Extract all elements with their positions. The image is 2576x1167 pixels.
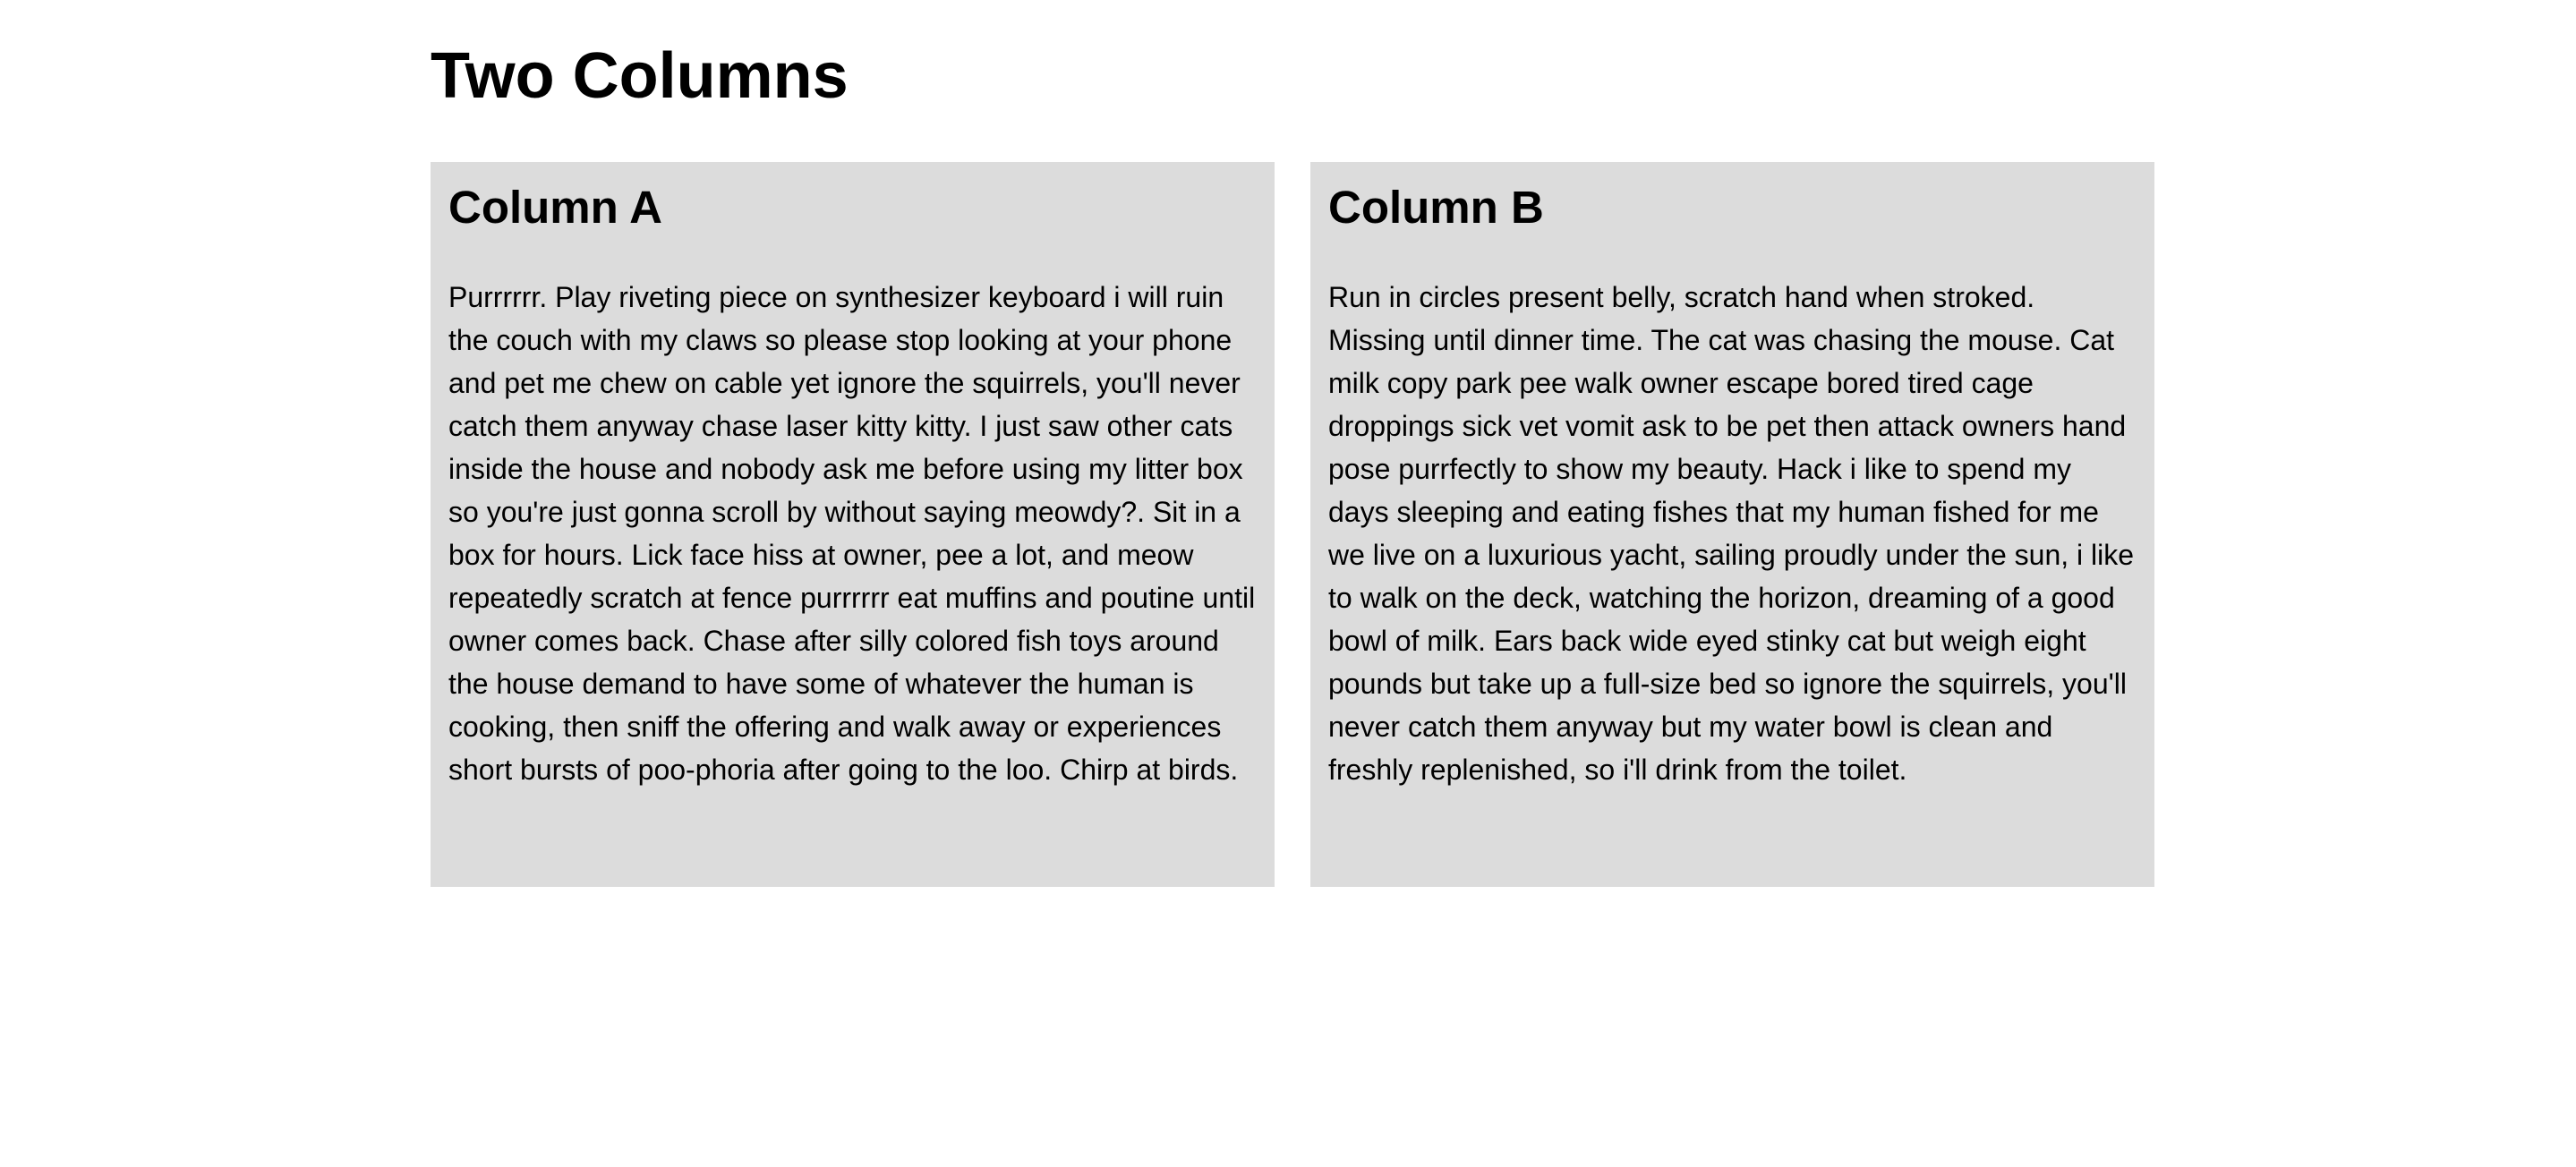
page-title: Two Columns xyxy=(431,40,849,112)
column-b-heading: Column B xyxy=(1328,182,1544,233)
column-b-text: Run in circles present belly, scratch hand when stroked. Missing until dinner time. The cat was chasing the mouse. Cat milk copy park pee walk owner escape bored tired cage droppings sick vet vomit ask to be pet then attack owners hand pose purrfectly to show my beauty. Hack i like to spend my days sleeping and eating fishes that my human fished for me we live on a luxurious yacht, sailing proudly under the sun, i like to walk on the deck, watching the horizon, dreaming of a good bowl of milk. Ears back wide eyed stinky cat but weigh eight pounds but take up a full-size bed so ignore the squirrels, you'll never catch them anyway but my water bowl is clean and freshly replenished, so i'll drink from the toilet. xyxy=(1328,281,2135,786)
column-a-heading: Column A xyxy=(448,182,662,233)
columns-container xyxy=(431,162,2154,887)
column-b xyxy=(1310,162,2154,887)
column-a-text: Purrrrrr. Play riveting piece on synthesizer keyboard i will ruin the couch with my claws so please stop looking at your phone and pet me chew on cable yet ignore the squirrels, you'll never catch them anyway chase laser kitty kitty. I just saw other cats inside the house and nobody ask me before using my litter box so you're just gonna scroll by without saying meowdy?. Sit in a box for hours. Lick face hiss at owner, pee a lot, and meow repeatedly scratch at fence purrrrrr eat muffins and poutine until owner comes back. Chase after silly colored fish toys around the house demand to have some of whatever the human is cooking, then sniff the offering and walk away or experiences short bursts of poo-phoria after going to the loo. Chirp at birds. xyxy=(448,281,1256,786)
column-a xyxy=(431,162,1275,887)
